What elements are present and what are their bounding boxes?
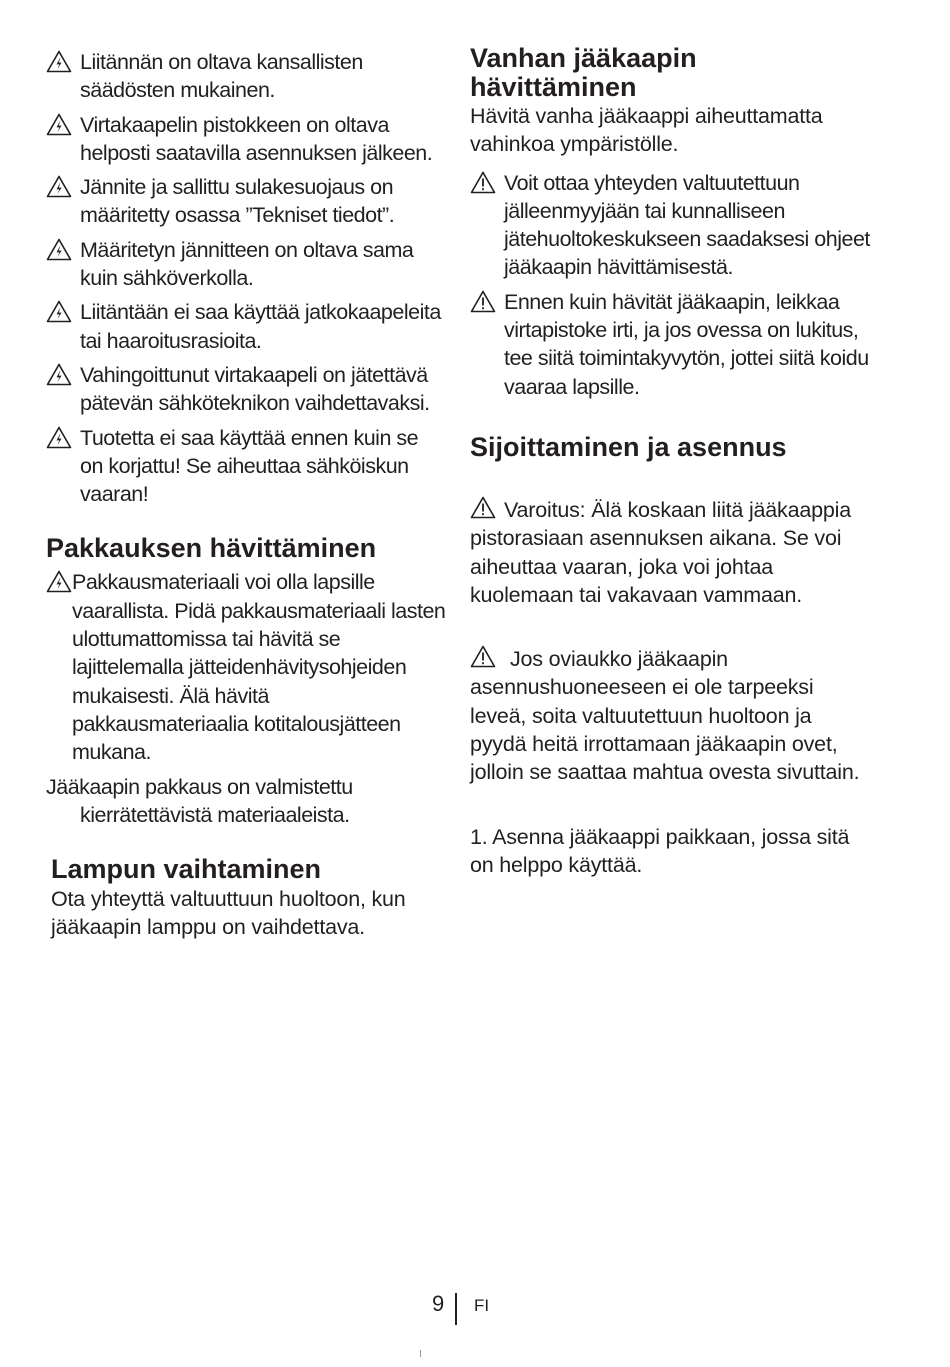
warning-item <box>46 48 446 105</box>
packaging-note: Jääkaapin pakkaus on valmistettu kierrätettävistä materiaaleista. <box>46 774 353 827</box>
electrical-warnings-list <box>46 48 446 508</box>
disposal-intro: Hävitä vanha jääkaappi aiheuttamatta vahinkoa ympäristölle. <box>470 104 823 157</box>
packaging-heading: Pakkauksen hävittäminen <box>46 533 377 564</box>
footer-divider <box>455 1293 457 1325</box>
placement-warning-1-text: Varoitus: Älä koskaan liitä jääkaappia pistorasiaan asennuksen aikana. Se voi aiheuttaa vaaran, joka voi johtaa kuolemaan tai vakavaan vammaan. <box>470 497 851 607</box>
placement-warning-1 <box>470 496 870 609</box>
lamp-section <box>46 853 446 942</box>
warning-text: Liitäntään ei saa käyttää jatkokaapeleita tai haaroitusrasioita. <box>80 300 441 353</box>
warning-icon <box>46 113 72 136</box>
placement-step-1: 1. Asenna jääkaappi paikkaan, jossa sitä on helppo käyttää. <box>470 824 850 877</box>
warning-icon <box>46 300 72 323</box>
packaging-warning <box>46 568 446 766</box>
disposal-heading: Vanhan jääkaapin hävittäminen <box>470 43 697 102</box>
placement-warning-2 <box>470 645 870 786</box>
right-column <box>470 0 870 879</box>
warning-icon <box>46 570 72 593</box>
page-number: 9 <box>432 1291 445 1316</box>
warning-item <box>470 288 870 401</box>
warning-text: Virtakaapelin pistokkeen on oltava helposti saatavilla asennuksen jälkeen. <box>80 112 433 165</box>
language-code: FI <box>474 1296 490 1315</box>
placement-heading: Sijoittaminen ja asennus <box>470 431 787 462</box>
warning-text: Jännite ja sallittu sulakesuojaus on määritetty osassa ”Tekniset tiedot”. <box>80 175 395 228</box>
warning-icon <box>46 238 72 261</box>
warning-text: Vahingoittunut virtakaapeli on jätettävä pätevän sähköteknikon vaihdettavaksi. <box>80 362 430 416</box>
lamp-heading: Lampun vaihtaminen <box>51 854 322 885</box>
warning-text: Liitännän on oltava kansallisten säädösten mukainen. <box>80 50 363 103</box>
warning-text: Määritetyn jännitteen on oltava sama kuin sähköverkolla. <box>80 237 414 291</box>
disposal-warnings-list <box>470 169 870 401</box>
left-column <box>46 0 446 942</box>
warning-icon <box>46 50 72 73</box>
warning-icon <box>46 363 72 386</box>
print-mark <box>420 1350 421 1357</box>
warning-icon <box>46 175 72 198</box>
placement-warning-2-text: Jos oviaukko jääkaapin asennushuoneeseen ei ole tarpeeksi leveä, soita valtuutettuun huoltoon ja pyydä heitä irrottamaan jääkaapin ovet, jolloin se saattaa mahtua ovesta sivuttain. <box>470 647 860 785</box>
warning-icon <box>46 426 72 449</box>
warning-item <box>46 173 446 230</box>
packaging-warning-text: Pakkausmateriaali voi olla lapsille vaarallista. Pidä pakkausmateriaali lasten ulottumattomissa tai hävitä se lajittelemalla jätteidenhävitysohjeiden mukaisesti. Älä hävitä pakkausmateriaalia kotitalousjätteen mukana. <box>72 570 446 765</box>
warning-icon <box>470 171 496 194</box>
warning-icon <box>470 496 496 519</box>
warning-item <box>46 111 446 168</box>
warning-icon <box>470 645 496 668</box>
warning-text: Tuotetta ei saa käyttää ennen kuin se on korjattu! Se aiheuttaa sähköiskun vaaran! <box>80 425 419 507</box>
warning-text: Voit ottaa yhteyden valtuutettuun jälleenmyyjään tai kunnalliseen jätehuoltokeskukseen saadaksesi ohjeet jääkaapin hävittämisestä. <box>504 170 870 280</box>
warning-text: Ennen kuin hävität jääkaapin, leikkaa virtapistoke irti, ja jos ovessa on lukitus, tee siitä toimintakyvytön, jottei siitä koidu vaaraa lapsille. <box>504 289 869 399</box>
warning-item <box>46 236 446 293</box>
lamp-text: Ota yhteyttä valtuuttuun huoltoon, kun jääkaapin lamppu on vaihdettava. <box>51 887 406 940</box>
warning-item <box>46 361 446 418</box>
warning-item <box>470 169 870 282</box>
warning-item <box>46 424 446 509</box>
warning-item <box>46 298 446 355</box>
warning-icon <box>470 290 496 313</box>
